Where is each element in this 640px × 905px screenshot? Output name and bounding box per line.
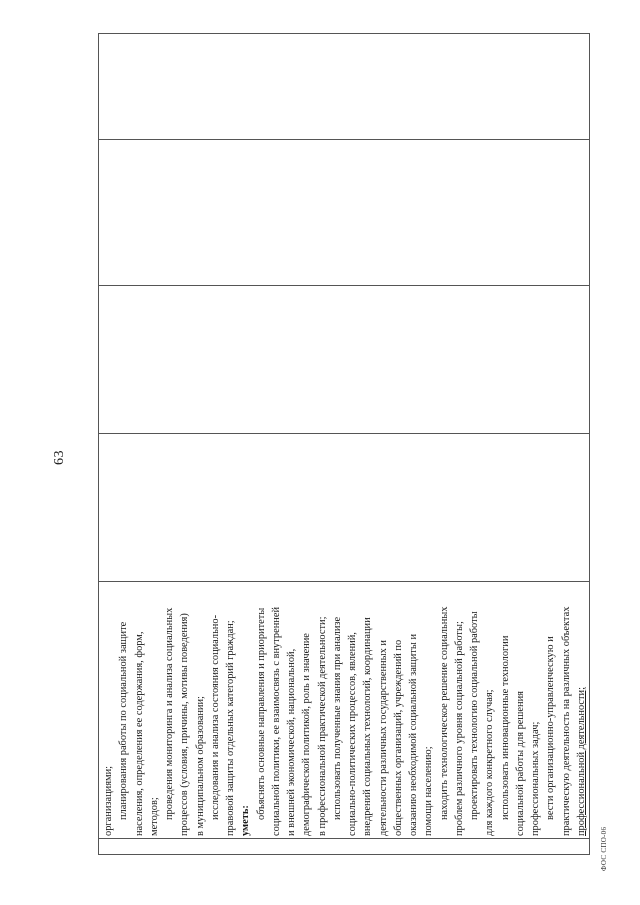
table-column-divider xyxy=(99,581,589,582)
text-line: профессиональной деятельности; xyxy=(575,686,587,836)
text-line: общественных организаций, учреждений по xyxy=(392,639,404,836)
requirements-cell xyxy=(99,586,589,836)
text-line: в профессиональной практической деятельности; xyxy=(316,616,328,836)
text-line: оказанию необходимой социальной защиты и xyxy=(408,633,419,836)
text-line: в муниципальном образовании; xyxy=(194,696,206,836)
table-column-divider xyxy=(99,285,589,286)
table-column-divider xyxy=(99,139,589,140)
text-line: правовой защиты отдельных категорий граждан; xyxy=(225,620,236,836)
text-line: проведения мониторинга и анализа социальных xyxy=(164,607,175,820)
text-line: для каждого конкретного случая; xyxy=(484,689,496,836)
text-line: демографической политикой, роль и значение xyxy=(301,633,313,836)
text-line: и внешней экономической, национальной, xyxy=(286,648,297,836)
text-line: вести организационно-управленческую и xyxy=(545,636,557,820)
text-line: социальной политики, ее взаимосвязь с внутренней xyxy=(270,606,282,836)
competency-table xyxy=(98,33,590,855)
page-number: 63 xyxy=(52,450,67,465)
text-line: уметь: xyxy=(240,805,252,836)
text-line: планирования работы по социальной защите xyxy=(118,621,130,820)
text-line: проектировать технологию социальной работы xyxy=(469,611,480,820)
text-line: проблем различного уровня социальной работы; xyxy=(453,621,465,836)
footer-code: ФОС СПО-06 xyxy=(600,826,608,871)
text-line: социально-политических процессов, явлений, xyxy=(347,632,358,836)
text-line: организациями; xyxy=(103,765,114,836)
text-line: социальной работы для решения xyxy=(514,691,526,836)
text-line: процессов (условия, причины, мотивы поведения) xyxy=(179,613,191,836)
text-line: использовать полученные знания при анализе xyxy=(331,616,343,820)
text-line: помощи населению; xyxy=(423,746,435,836)
text-line: населения, определения ее содержания, форм, xyxy=(133,631,145,836)
text-line: профессиональных задач; xyxy=(530,721,541,836)
text-line: методов; xyxy=(148,797,160,836)
table-column-divider xyxy=(99,838,589,839)
text-line: внедрений социальных технологий, координации xyxy=(362,617,374,836)
text-line: деятельности различных государственных и xyxy=(377,640,389,836)
text-line: использовать инновационные технологии xyxy=(499,635,511,820)
table-column-divider xyxy=(99,433,589,434)
text-line: практическую деятельность на различных объектах xyxy=(560,606,572,836)
text-line: объяснять основные направления и приоритеты xyxy=(255,607,267,820)
text-line: находить технологическое решение социальных xyxy=(438,606,450,820)
text-line: исследования и анализа состояния социально- xyxy=(209,614,221,820)
